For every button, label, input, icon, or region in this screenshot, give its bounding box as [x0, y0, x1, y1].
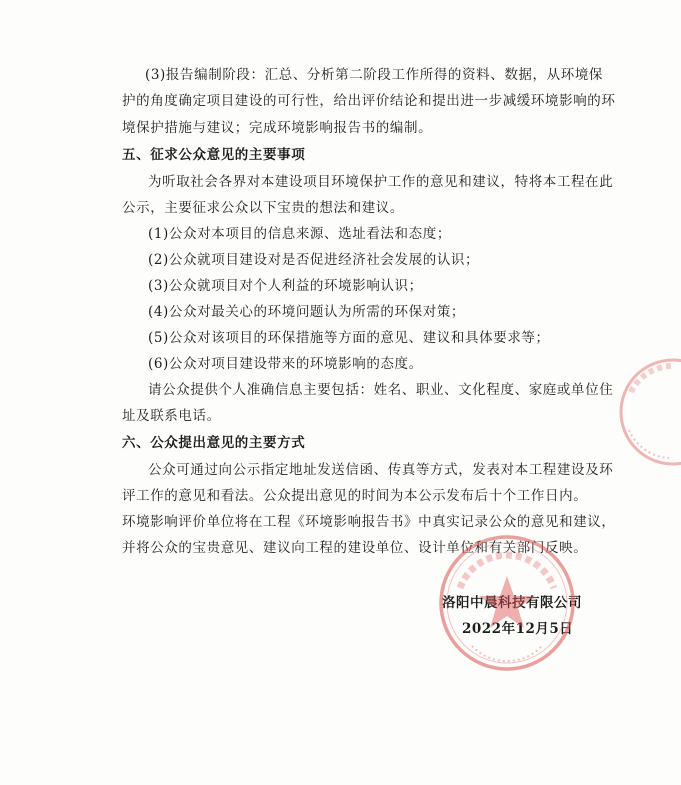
- signature-company: 洛阳中晨科技有限公司: [442, 595, 582, 611]
- text-line: 评工作的意见和看法。公众提出意见的时间为本公示发布后十个工作日内。: [122, 488, 588, 504]
- list-item: (5)公众对该项目的环保措施等方面的意见、建议和具体要求等；: [148, 330, 550, 346]
- list-item: (6)公众对项目建设带来的环境影响的态度。: [148, 356, 423, 372]
- seam-seal-stamp: [611, 352, 681, 472]
- list-item: (2)公众就项目建设对是否促进经济社会发展的认识；: [148, 252, 480, 268]
- text-line: 公示，主要征求公众以下宝贵的想法和建议。: [122, 200, 404, 216]
- text-line: 并将公众的宝贵意见、建议向工程的建设单位、设计单位和有关部门反映。: [122, 540, 588, 556]
- list-item: (1)公众对本项目的信息来源、选址看法和态度；: [148, 226, 451, 242]
- signature-date: 2022年12月5日: [462, 621, 574, 637]
- list-item: (3)公众就项目对个人利益的环境影响认识；: [148, 278, 423, 294]
- text-line: (3)报告编制阶段：汇总、分析第二阶段工作所得的资料、数据，从环境保: [145, 67, 604, 83]
- text-line: 境保护措施与建议；完成环境影响报告书的编制。: [122, 120, 433, 136]
- text-line: 请公众提供个人准确信息主要包括：姓名、职业、文化程度、家庭或单位住: [148, 382, 614, 398]
- section-heading-5: 五、征求公众意见的主要事项: [122, 147, 306, 163]
- section-heading-6: 六、公众提出意见的主要方式: [122, 435, 306, 451]
- text-line: 护的角度确定项目建设的可行性，给出评价结论和提出进一步减缓环境影响的环: [122, 93, 616, 109]
- text-line: 环境影响评价单位将在工程《环境影响报告书》中真实记录公众的意见和建议，: [122, 514, 616, 530]
- text-line: 为听取社会各界对本建设项目环境保护工作的意见和建议，特将本工程在此: [148, 174, 614, 190]
- list-item: (4)公众对最关心的环境问题认为所需的环保对策；: [148, 304, 466, 320]
- text-line: 址及联系电话。: [122, 408, 221, 424]
- text-line: 公众可通过向公示指定地址发送信函、传真等方式，发表对本工程建设及环: [148, 462, 614, 478]
